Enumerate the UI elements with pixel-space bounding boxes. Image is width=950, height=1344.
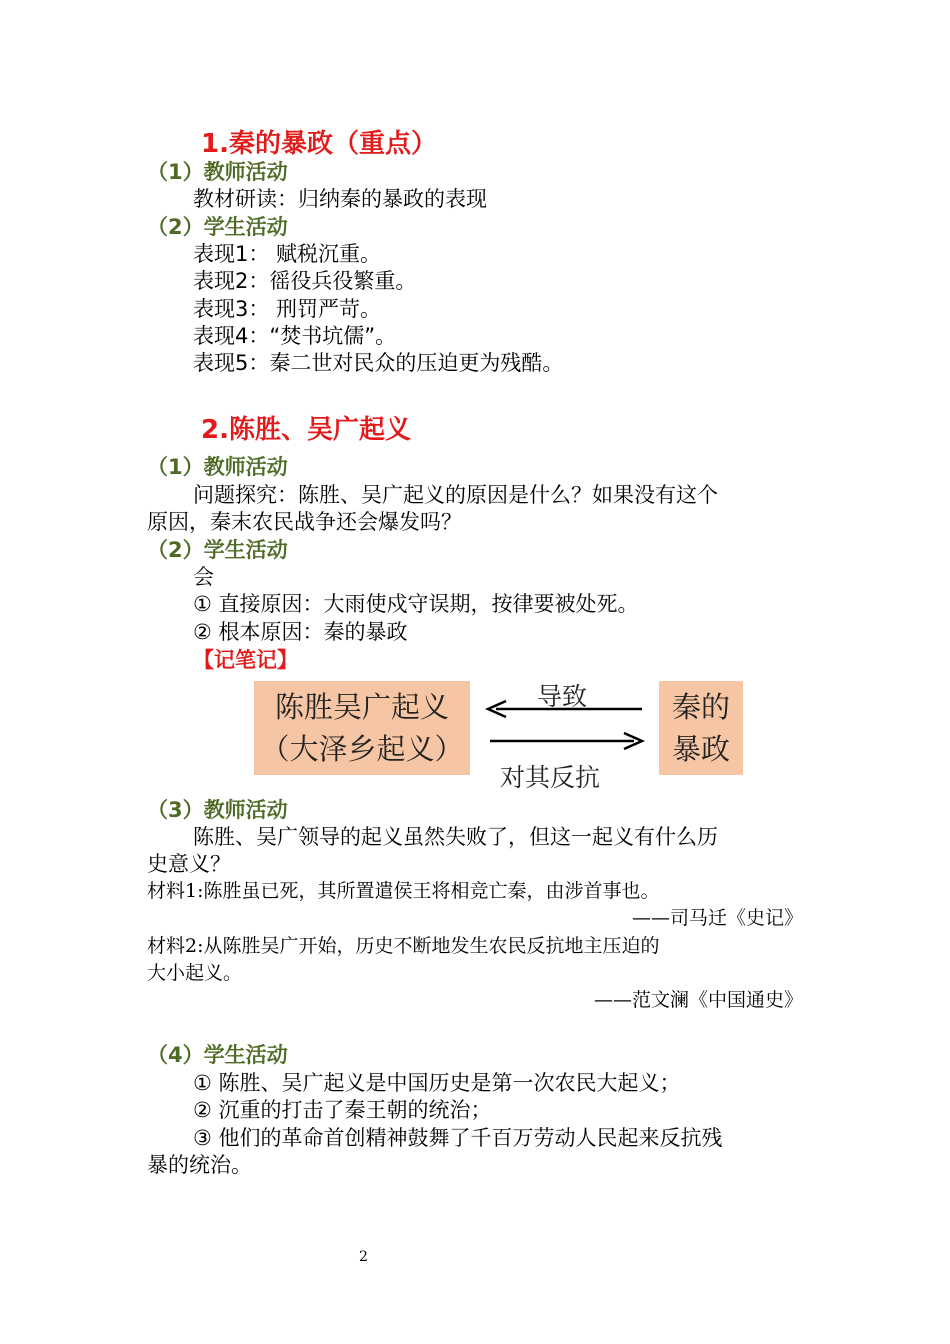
answer-text: 会 xyxy=(193,565,214,589)
significance-question-line1: 陈胜、吴广领导的起义虽然失败了，但这一起义有什么历 xyxy=(193,825,718,849)
material1-text: 材料1:陈胜虽已死，其所置遣侯王将相竞亡秦，由涉首事也。 xyxy=(147,880,660,902)
material1-source: ——司马迁《史记》 xyxy=(631,907,803,929)
material2-line2: 大小起义。 xyxy=(147,962,243,984)
section1-teacher-label: （1）教师活动 xyxy=(147,160,288,184)
section2-student-label: （2）学生活动 xyxy=(147,538,288,562)
direct-reason: ① 直接原因：大雨使戍守误期，按律要被处死。 xyxy=(193,592,639,616)
section1-title: 1.秦的暴政（重点） xyxy=(201,129,437,159)
significance-item-continued: 暴的统治。 xyxy=(147,1153,252,1177)
page-number: 2 xyxy=(359,1249,368,1265)
resist-arrow-label: 对其反抗 xyxy=(500,763,601,792)
inquiry-question-line1: 问题探究：陈胜、吴广起义的原因是什么？如果没有这个 xyxy=(193,483,718,507)
manifestation-item: 表现3： 刑罚严苛。 xyxy=(193,297,382,321)
right-arrow-icon xyxy=(490,733,642,749)
notes-label: 【记笔记】 xyxy=(193,648,298,672)
significance-question-line2: 史意义？ xyxy=(147,852,231,876)
section1-teacher-text: 教材研读：归纳秦的暴政的表现 xyxy=(193,187,487,211)
tyranny-box-line1: 秦的 xyxy=(671,690,730,724)
uprising-box xyxy=(254,681,470,775)
significance-item: ① 陈胜、吴广起义是中国历史是第一次农民大起义； xyxy=(193,1071,681,1095)
significance-item: ③ 他们的革命首创精神鼓舞了千百万劳动人民起来反抗残 xyxy=(193,1126,723,1150)
significance-item: ② 沉重的打击了秦王朝的统治； xyxy=(193,1098,492,1122)
section2-student4-label: （4）学生活动 xyxy=(147,1043,288,1067)
section2-teacher3-label: （3）教师活动 xyxy=(147,798,288,822)
relation-arrows xyxy=(484,699,646,753)
uprising-box-line2: （大泽乡起义） xyxy=(260,732,464,766)
section1-student-label: （2）学生活动 xyxy=(147,215,288,239)
manifestation-item: 表现2：徭役兵役繁重。 xyxy=(193,269,417,293)
manifestation-item: 表现4：“焚书坑儒”。 xyxy=(193,324,397,348)
material2-source: ——范文澜《中国通史》 xyxy=(593,989,803,1011)
material2-line1: 材料2:从陈胜吴广开始，历史不断地发生农民反抗地主压迫的 xyxy=(147,935,660,957)
left-arrow-icon xyxy=(488,701,642,717)
section2-title: 2.陈胜、吴广起义 xyxy=(201,415,411,445)
tyranny-box xyxy=(659,681,743,775)
tyranny-box-line2: 暴政 xyxy=(671,732,730,766)
uprising-box-line1: 陈胜吴广起义 xyxy=(274,690,449,724)
manifestation-item: 表现1： 赋税沉重。 xyxy=(193,242,382,266)
cause-arrow-label: 导致 xyxy=(537,682,588,711)
root-reason: ② 根本原因：秦的暴政 xyxy=(193,620,408,644)
section2-teacher-label: （1）教师活动 xyxy=(147,455,288,479)
inquiry-question-line2: 原因，秦末农民战争还会爆发吗？ xyxy=(147,510,462,534)
manifestation-item: 表现5：秦二世对民众的压迫更为残酷。 xyxy=(193,351,564,375)
